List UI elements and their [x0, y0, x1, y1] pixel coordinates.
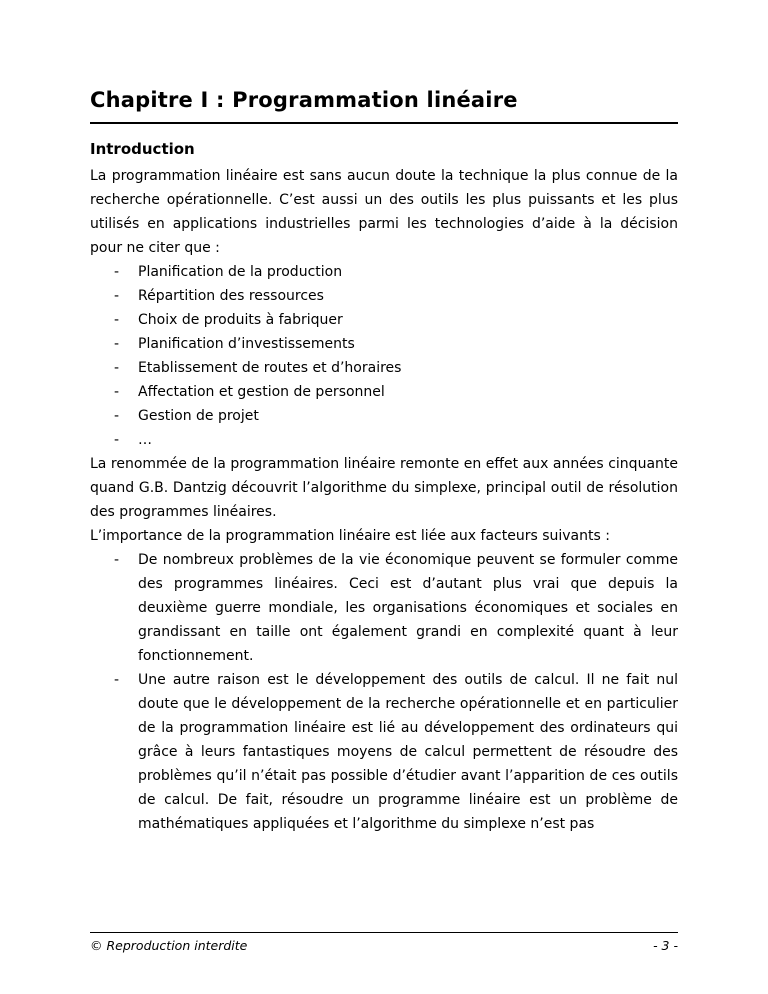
dash-marker: - [114, 432, 120, 448]
list-item [114, 380, 678, 404]
list-item-text: Répartition des ressources [138, 288, 324, 304]
page-number: - 3 - [653, 938, 678, 953]
dash-marker: - [114, 384, 120, 400]
list-item [114, 308, 678, 332]
list-item [114, 404, 678, 428]
list-item-text: Etablissement de routes et d’horaires [138, 360, 402, 376]
list-item-text: Choix de produits à fabriquer [138, 312, 343, 328]
dash-marker: - [114, 552, 120, 568]
dash-marker: - [114, 408, 120, 424]
section-heading-introduction: Introduction [90, 140, 195, 158]
paragraph-intro: La programmation linéaire est sans aucun doute la technique la plus connue de la recherche opérationnelle. C’est aussi un des outils les plus puissants et les plus utilisés en applications industrielles parmi les technologies d’aide à la décision pour ne citer que : [90, 168, 678, 256]
list-item [114, 428, 678, 452]
dash-marker: - [114, 672, 120, 688]
dash-marker: - [114, 360, 120, 376]
page-footer [90, 932, 678, 953]
factors-list [90, 548, 678, 836]
list-item-text: Affectation et gestion de personnel [138, 384, 385, 400]
applications-list [90, 260, 678, 452]
dash-marker: - [114, 288, 120, 304]
list-item-text: De nombreux problèmes de la vie économique peuvent se formuler comme des programmes linéaires. Ceci est d’autant plus vrai que depuis la deuxième guerre mondiale, les organisations économiques et sociales en grandissant en taille ont également grandi en complexité quant à leur fonctionnement. [138, 552, 678, 664]
dash-marker: - [114, 336, 120, 352]
copyright-text: © Reproduction interdite [90, 938, 248, 953]
dash-marker: - [114, 264, 120, 280]
paragraph-importance: L’importance de la programmation linéaire est liée aux facteurs suivants : [90, 528, 610, 544]
list-item [114, 548, 678, 668]
list-item-text: … [138, 432, 152, 448]
list-item-text: Planification de la production [138, 264, 343, 280]
list-item [114, 356, 678, 380]
list-item [114, 668, 678, 836]
list-item-text: Planification d’investissements [138, 336, 355, 352]
list-item [114, 332, 678, 356]
paragraph-history: La renommée de la programmation linéaire remonte en effet aux années cinquante quand G.B. Dantzig découvrit l’algorithme du simplexe, principal outil de résolution des programmes linéaires. [90, 456, 678, 520]
list-item-text: Une autre raison est le développement des outils de calcul. Il ne fait nul doute que le développement de la recherche opérationnelle et en particulier de la programmation linéaire est lié au développement des ordinateurs qui grâce à leurs fantastiques moyens de calcul permettent de résoudre des problèmes qu’il n’était pas possible d’étudier avant l’apparition de ces outils de calcul. De fait, résoudre un programme linéaire est un problème de mathématiques appliquées et l’algorithme du simplexe n’est pas [138, 672, 678, 832]
list-item-text: Gestion de projet [138, 408, 259, 424]
list-item [114, 284, 678, 308]
dash-marker: - [114, 312, 120, 328]
chapter-title: Chapitre I : Programmation linéaire [90, 88, 678, 124]
list-item [114, 260, 678, 284]
